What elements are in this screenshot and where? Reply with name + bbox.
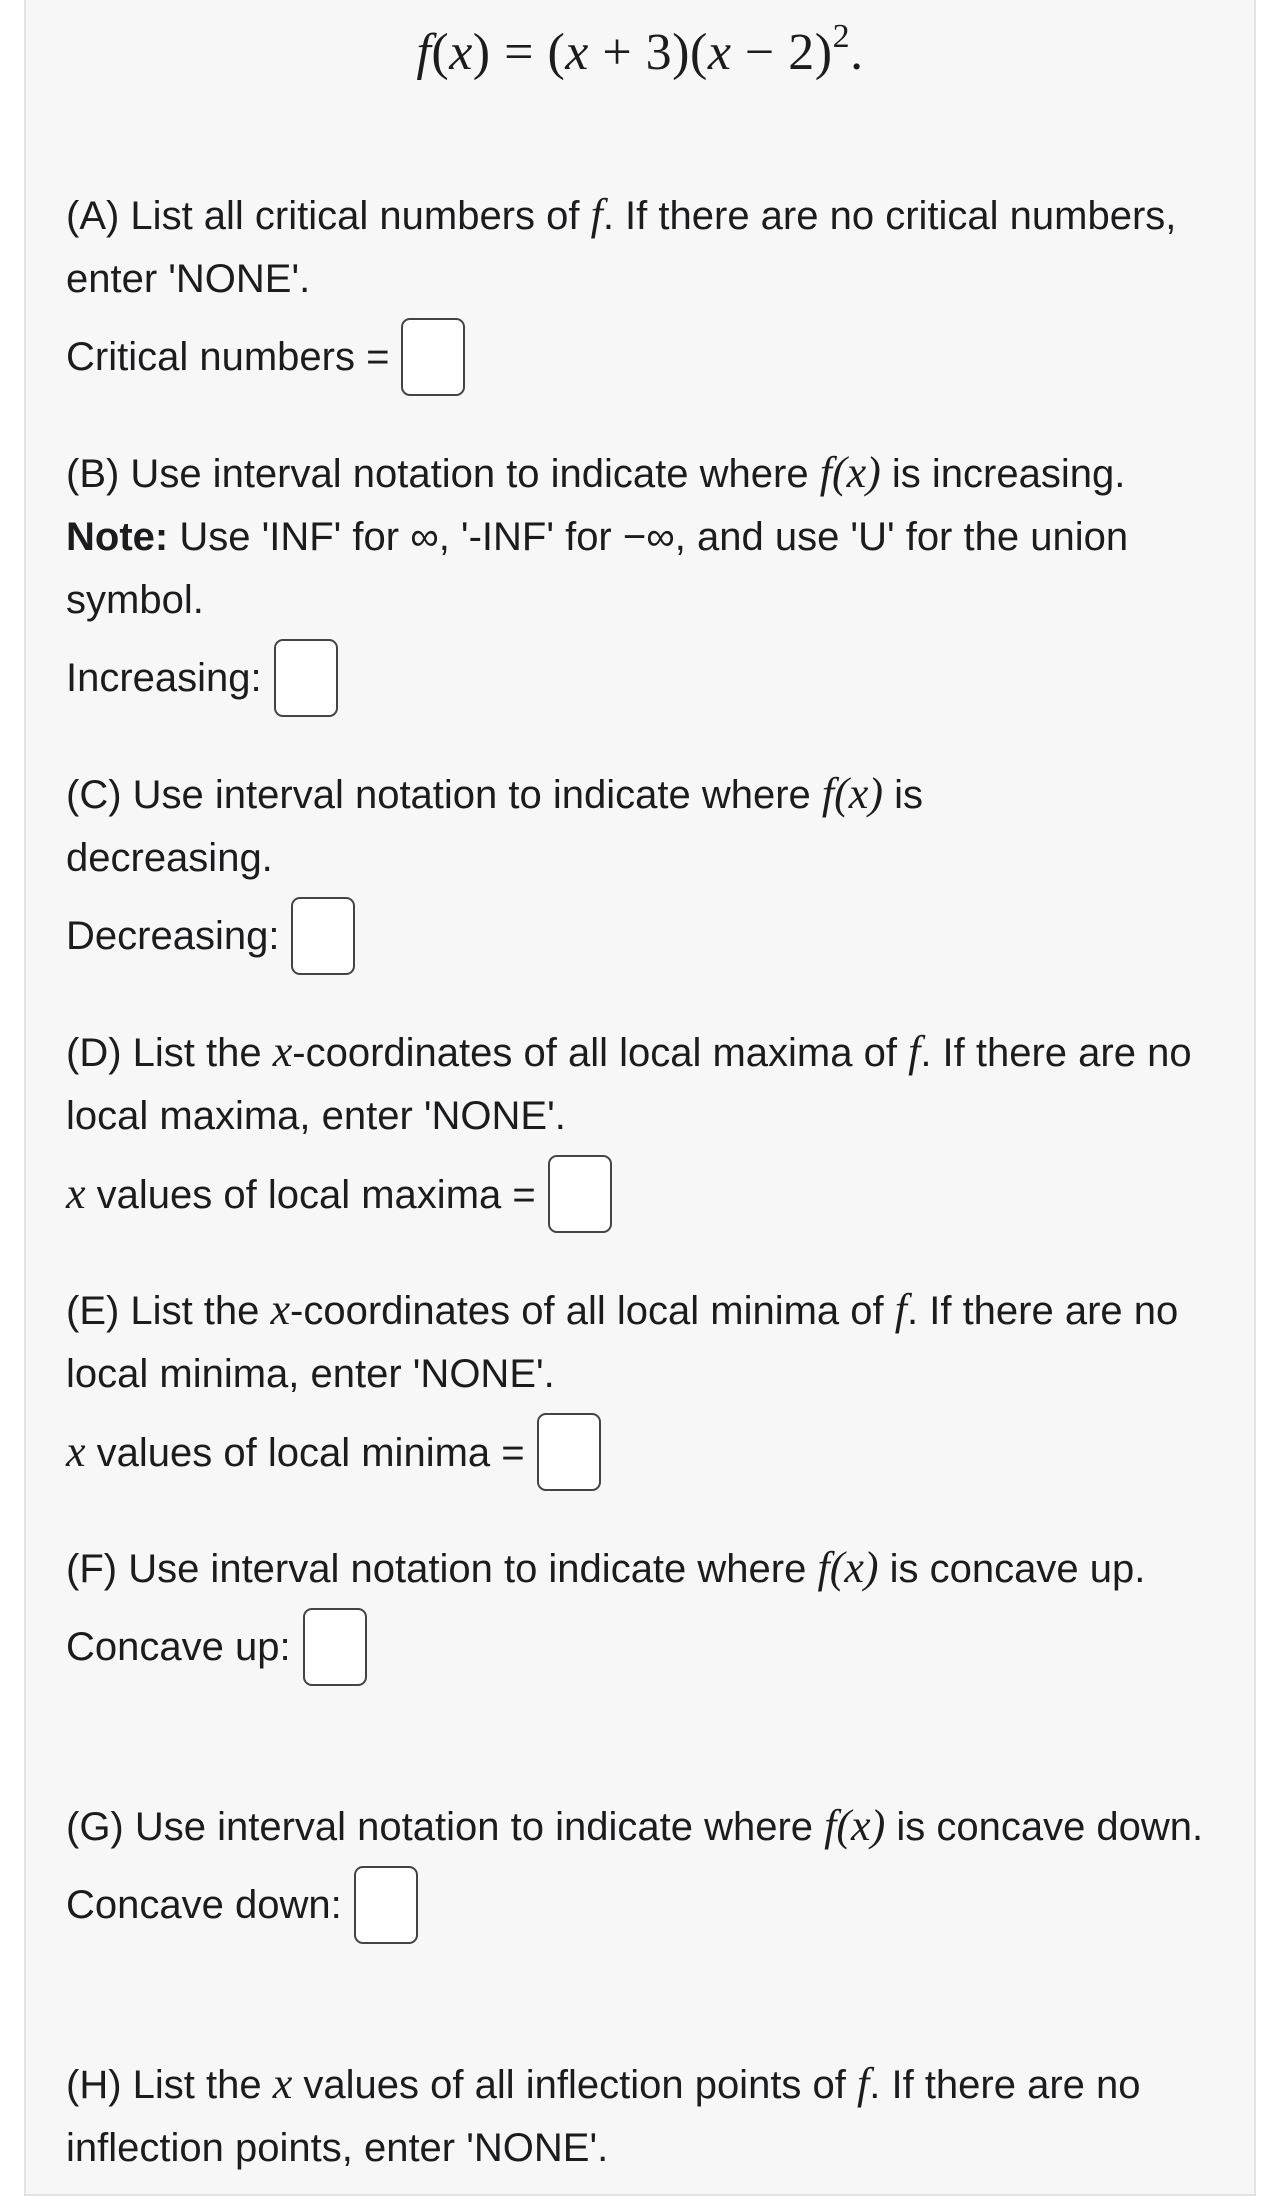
concave-up-label: Concave up: [66, 1624, 291, 1669]
formula-x3: x [707, 24, 732, 81]
answer-row-d [66, 1150, 1246, 1238]
formula-part1: ) = ( [472, 24, 566, 81]
formula-x1: x [449, 24, 473, 81]
question-b [66, 441, 1246, 722]
concave-down-label: Concave down: [66, 1882, 342, 1927]
question-e-text: (E) List the x-coordinates of all local minima of f. If there are no local minima, enter 'NONE'. [66, 1285, 1179, 1396]
question-f-text: (F) Use interval notation to indicate where f(x) is concave up. [66, 1543, 1146, 1592]
local-minima-input[interactable] [537, 1413, 601, 1491]
question-a [66, 183, 1246, 401]
math-fx: f(x) [821, 769, 883, 818]
question-f [66, 1536, 1246, 1691]
local-maxima-input[interactable] [548, 1155, 612, 1233]
math-fx: f(x) [817, 1543, 879, 1592]
note-label: Note: [66, 515, 169, 559]
function-formula: $f(x) = (x + 3)(x - 2)^2$. [416, 18, 864, 81]
math-f: f [590, 190, 603, 239]
answer-row-a [66, 313, 1246, 401]
increasing-label: Increasing: [66, 655, 262, 700]
answer-row-e [66, 1408, 1246, 1496]
question-c [66, 762, 1246, 980]
math-x: x [272, 2059, 293, 2108]
formula-part2: + 3)( [588, 24, 708, 81]
answer-row-f [66, 1603, 1246, 1691]
question-d-text: (D) List the x-coordinates of all local maxima of f. If there are no local maxima, enter 'NONE'. [66, 1027, 1192, 1138]
critical-numbers-label: Critical numbers = [66, 334, 390, 379]
question-e [66, 1278, 1246, 1496]
concave-up-input[interactable] [303, 1608, 367, 1686]
question-b-text: (B) Use interval notation to indicate where f(x) is increasing. Note: Use 'INF' for ∞, '-INF' for −∞, and use 'U' for the union symbol. [66, 448, 1129, 622]
concave-down-input[interactable] [354, 1866, 418, 1944]
local-maxima-label: x values of local maxima = [66, 1168, 536, 1218]
math-x: x [272, 1027, 293, 1076]
question-g-text: (G) Use interval notation to indicate where f(x) is concave down. [66, 1801, 1204, 1850]
answer-row-b [66, 634, 1246, 722]
note-text: Use 'INF' for ∞, '-INF' for −∞, and use 'U' for the union symbol. [66, 515, 1129, 622]
decreasing-input[interactable] [291, 897, 355, 975]
increasing-input[interactable] [274, 639, 338, 717]
formula-part3: − 2) [731, 24, 833, 81]
local-minima-label: x values of local minima = [66, 1426, 525, 1476]
formula-f: f [416, 24, 432, 81]
critical-numbers-input[interactable] [401, 318, 465, 396]
answer-row-g [66, 1861, 1246, 1949]
question-g [66, 1794, 1246, 1949]
math-f: f [908, 1027, 921, 1076]
question-panel [24, 0, 1256, 2196]
math-fx: f(x) [824, 1801, 886, 1850]
question-c-text: (C) Use interval notation to indicate where f(x) is decreasing. [66, 769, 923, 880]
decreasing-label: Decreasing: [66, 913, 280, 958]
formula-exponent: 2 [832, 18, 851, 55]
question-h-text: (H) List the x values of all inflection points of f. If there are no inflection points, enter 'NONE'. [66, 2059, 1141, 2170]
math-f: f [894, 1285, 907, 1334]
question-d [66, 1020, 1246, 1238]
answer-row-c [66, 892, 1246, 980]
question-h [66, 2052, 1246, 2180]
math-f: f [857, 2059, 870, 2108]
math-x: x [270, 1285, 291, 1334]
question-a-text: (A) List all critical numbers of f. If there are no critical numbers, enter 'NONE'. [66, 190, 1177, 301]
formula-period: . [850, 24, 864, 81]
formula-x2: x [565, 24, 589, 81]
math-fx: f(x) [819, 448, 881, 497]
